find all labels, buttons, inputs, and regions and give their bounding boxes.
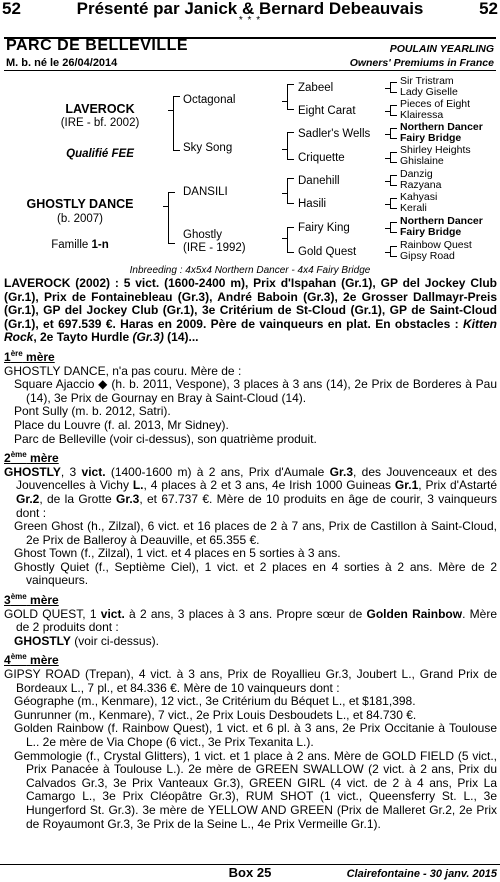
fourth-dam-produce-3: Golden Rainbow (f. Rainbow Quest), 1 vict. et 6 pl. à 3 ans, 2e Prix Occitanie à Toulouse L.. 2e mère de Via Chope (6 vict., 3e Prix Texanita L.). bbox=[14, 721, 497, 749]
pedigree-table bbox=[0, 70, 500, 270]
g2-dansili: DANSILI bbox=[183, 186, 228, 198]
g4-klairessa: Klairessa bbox=[400, 109, 444, 121]
sire-note: Qualifié FEE bbox=[66, 148, 134, 160]
g4-fairy-bridge-1: Fairy Bridge bbox=[400, 132, 462, 144]
lot-number-right: 52 bbox=[479, 0, 498, 18]
g4-gipsy-road: Gipsy Road bbox=[400, 250, 455, 262]
g3-fairy-king: Fairy King bbox=[298, 222, 350, 234]
horse-category: POULAIN YEARLING bbox=[389, 43, 494, 55]
g4-fairy-bridge-2: Fairy Bridge bbox=[400, 226, 462, 238]
first-dam-produce-4: Parc de Belleville (voir ci-dessus), son quatrième produit. bbox=[14, 431, 317, 446]
sale-place-date: Clairefontaine - 30 janv. 2015 bbox=[346, 868, 497, 880]
g3-sadlers-wells: Sadler's Wells bbox=[298, 128, 371, 140]
catalogue-header bbox=[0, 0, 500, 26]
consignor-title: Présenté par Janick & Bernard Debeauvais bbox=[76, 0, 424, 18]
third-dam-heading: 3ème mère bbox=[4, 592, 59, 608]
dam-name: GHOSTLY DANCE bbox=[26, 197, 134, 211]
g3-gold-quest: Gold Quest bbox=[298, 246, 357, 258]
g4-pieces-of-eight: Pieces of Eight bbox=[400, 98, 471, 110]
g3-danehill: Danehill bbox=[298, 175, 340, 187]
g4-razyana: Razyana bbox=[400, 179, 442, 191]
g3-criquette: Criquette bbox=[298, 152, 345, 164]
fourth-dam-produce-1: Géographe (m., Kenmare), 12 vict., 3e Critérium du Béquet L., et $181,398. bbox=[14, 694, 416, 709]
g4-shirley-heights: Shirley Heights bbox=[400, 144, 471, 156]
sire-name: LAVEROCK bbox=[65, 102, 135, 116]
lot-number-left: 52 bbox=[2, 0, 21, 18]
bracket-dam bbox=[168, 192, 169, 244]
header-stars: * * * bbox=[238, 15, 262, 26]
bracket-sire bbox=[173, 96, 174, 151]
g4-ghislaine: Ghislaine bbox=[400, 155, 444, 167]
dam-family: Famille 1-n bbox=[51, 239, 109, 251]
g3-eight-carat: Eight Carat bbox=[298, 105, 356, 117]
first-dam-produce-2: Pont Sully (m. b. 2012, Satri). bbox=[14, 404, 171, 419]
third-dam-record: GOLD QUEST, 1 vict. à 2 ans, 3 places à 3 ans. Propre sœur de Golden Rainbow. Mère de 2 produits dont : bbox=[4, 606, 497, 635]
g4-kerali: Kerali bbox=[400, 202, 427, 214]
third-dam-produce-1: GHOSTLY (voir ci-dessus). bbox=[14, 633, 159, 648]
sire-detail: (IRE - bf. 2002) bbox=[60, 117, 140, 129]
g4-sir-tristram: Sir Tristram bbox=[400, 75, 454, 87]
inbreeding-note: Inbreeding : 4x5x4 Northern Dancer - 4x4 Fairy Bridge bbox=[129, 265, 371, 276]
g2-ghostly: Ghostly bbox=[183, 229, 222, 241]
g4-northern-dancer-2: Northern Dancer bbox=[400, 215, 483, 227]
g2-sky-song: Sky Song bbox=[183, 142, 233, 154]
second-dam-produce-3: Ghostly Quiet (f., Septième Ciel), 1 vict. et 2 places en 4 sorties à 2 ans. Mère de 2 vainqueurs. bbox=[14, 559, 497, 588]
second-dam-record: GHOSTLY, 3 vict. (1400-1600 m) à 2 ans, Prix d'Aumale Gr.3, des Jouvenceaux et des Jouvencelles à Vichy L., 4 places à 2 et 3 ans, 4e Irish 1000 Guineas Gr.1, Prix d'Astarté Gr.2, de la Grotte Gr.3, et 67.737 €. Mère de 10 produits en âge de courir, 3 vainqueurs dont : bbox=[4, 464, 498, 520]
birth-info: M. b. né le 26/04/2014 bbox=[6, 57, 118, 69]
owners-premium-note: Owners' Premiums in France bbox=[349, 57, 494, 69]
fourth-dam-record: GIPSY ROAD (Trepan), 4 vict. à 3 ans, Prix de Royallieu Gr.3, Joubert L., Grand Prix de Bordeaux L., 7 pl., et 84.336 €. Mère de 10 vainqueurs dont : bbox=[4, 667, 497, 695]
first-dam-produce-3: Place du Louvre (f. al. 2013, Mr Sidney). bbox=[14, 417, 229, 432]
g4-kahyasi: Kahyasi bbox=[400, 191, 438, 203]
g3-zabeel: Zabeel bbox=[298, 82, 334, 94]
g4-northern-dancer-1: Northern Dancer bbox=[400, 121, 483, 133]
first-dam-intro: GHOSTLY DANCE, n'a pas couru. Mère de : bbox=[4, 363, 242, 378]
sire-record: LAVEROCK (2002) : 5 vict. (1600-2400 m), Prix d'Ispahan (Gr.1), GP del Jockey Club (Gr.1), Prix de Fontainebleau (Gr.3), André Baboin (Gr.3), 2e Grosser Dallmayr-Preis (Gr.1), GP del Jockey Club (Gr.1), 3e Critérium de St-Cloud (Gr.1), GP de Saint-Cloud (Gr.1), et 697.539 €. Haras en 2009. Père de vainqueurs en plat. En obstacles : Kitten Rock, 2e Tayto Hurdle (Gr.3) (14)... bbox=[4, 276, 497, 345]
g4-lady-giselle: Lady Giselle bbox=[400, 86, 458, 98]
g2-ghostly-detail: (IRE - 1992) bbox=[183, 242, 246, 254]
catalogue-body bbox=[4, 277, 497, 831]
g4-rainbow-quest: Rainbow Quest bbox=[400, 239, 472, 251]
second-dam-heading: 2ème mère bbox=[4, 450, 59, 466]
g3-hasili: Hasili bbox=[298, 198, 327, 210]
dam-detail: (b. 2007) bbox=[56, 213, 104, 225]
g4-danzig: Danzig bbox=[400, 168, 433, 180]
g2-octagonal: Octagonal bbox=[183, 94, 236, 106]
second-dam-produce-2: Ghost Town (f., Zilzal), 1 vict. et 4 places en 5 sorties à 3 ans. bbox=[14, 546, 341, 561]
second-dam-produce-1: Green Ghost (h., Zilzal), 6 vict. et 16 places de 2 à 7 ans, Prix de Castillon à Saint-Cloud, 2e Prix de Balleroy à Deauville, et 65.355 €. bbox=[14, 519, 497, 547]
box-number: Box 25 bbox=[228, 865, 272, 880]
fourth-dam-heading: 4ème mère bbox=[4, 652, 59, 668]
horse-name: PARC DE BELLEVILLE bbox=[6, 37, 189, 54]
fourth-dam-produce-4: Gemmologie (f., Crystal Glitters), 1 vict. et 1 place à 2 ans. Mère de GOLD FIELD (5 vict., Prix Panacée à Toulouse L.). 2e mère de GREEN SWALLOW (2 vict. à 2 ans, Prix du Calvados Gr.3, 3e Prix Vanteaux Gr.3), GREEN GIRL (4 vict. de 2 à 4 ans, Prix La Camargo L., 3e Prix Cléopâtre Gr.3), RUM SHOT (1 vict., Queensferry St. L., 3e Hungerford St. Gr.3). 3e mère de YELLOW AND GREEN (Prix de Malleret Gr.2, 2e Prix de Royaumont Gr.3, 3e Prix de la Seine L., 4e Prix Vermeille Gr.1). bbox=[14, 748, 497, 831]
first-dam-produce-1: Square Ajaccio ◆ (h. b. 2011, Vespone), 3 places à 3 ans (14), 2e Prix de Borderes à Pau (14), 3e Prix de Gournay en Bray à Saint-Cloud (14). bbox=[14, 377, 497, 405]
fourth-dam-produce-2: Gunrunner (m., Kenmare), 7 vict., 2e Prix Louis Desboudets L., et 84.730 €. bbox=[14, 707, 417, 722]
page-footer bbox=[0, 864, 500, 882]
first-dam-heading: 1ère mère bbox=[4, 348, 55, 364]
